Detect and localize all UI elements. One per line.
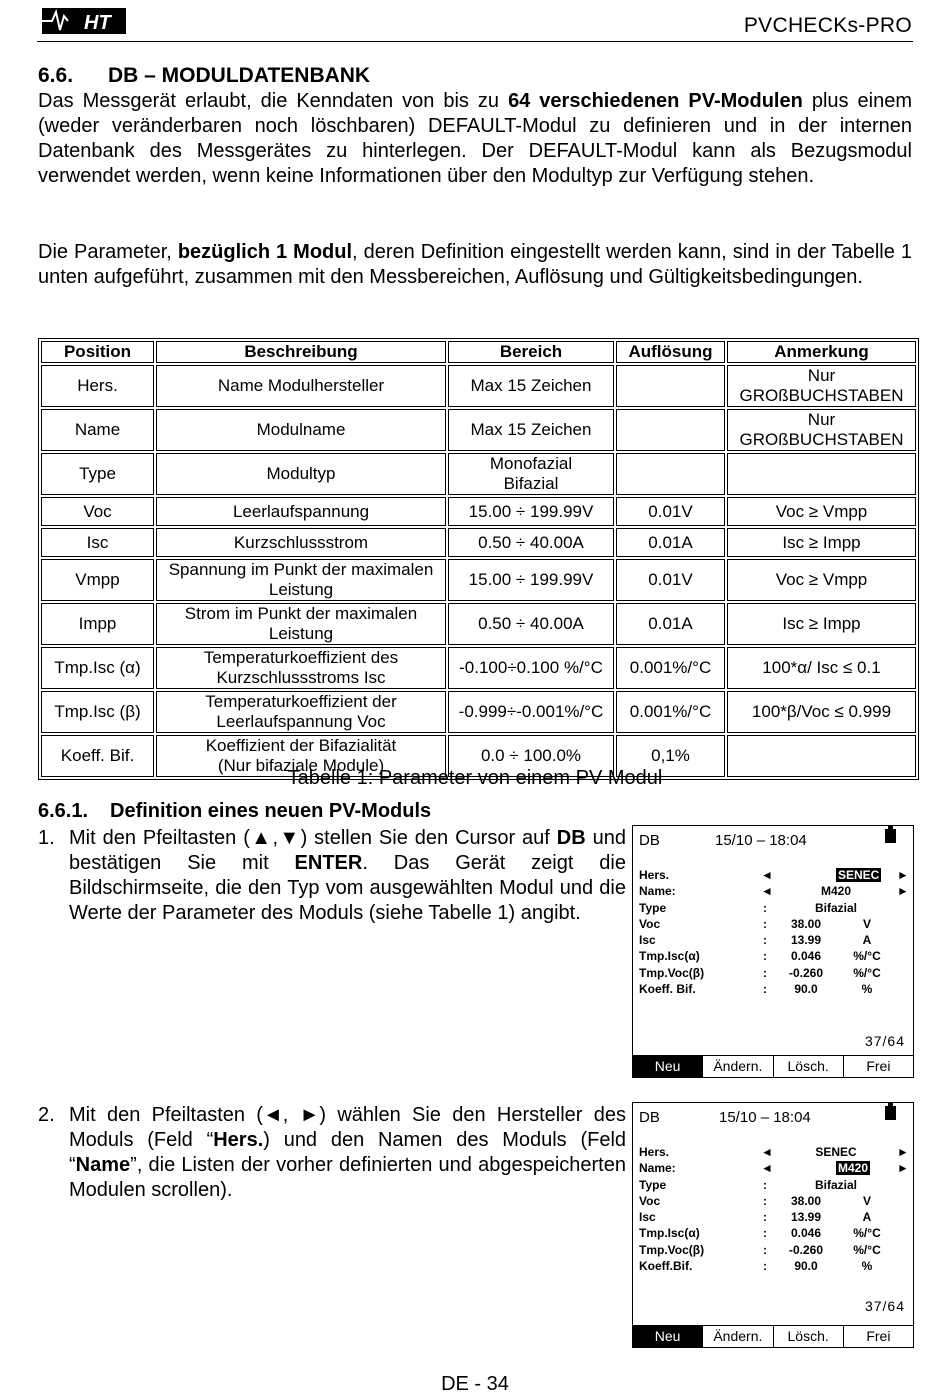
softkey-frei[interactable]: Frei	[843, 1056, 913, 1077]
tmp-voc-unit: %/°C	[853, 1242, 881, 1257]
intro-paragraph	[38, 89, 912, 189]
table-cell: 0.01V	[616, 559, 725, 601]
row-label: Tmp.Voc(β)	[639, 965, 705, 980]
hers-value[interactable]: SENEC	[815, 1145, 857, 1159]
step-text	[69, 826, 626, 926]
softkey-aendern[interactable]: Ändern.	[702, 1056, 772, 1077]
bif-unit: %	[861, 1259, 873, 1274]
table-cell: Vmpp	[41, 559, 154, 601]
step1-bold-enter: ENTER	[294, 852, 363, 874]
softkey-aendern[interactable]: Ändern.	[702, 1326, 772, 1347]
ht-logo	[38, 6, 130, 36]
row-name	[639, 884, 907, 900]
colon: :	[763, 1259, 767, 1274]
table-cell: 0.001%/°C	[616, 647, 725, 689]
section-number: 6.6.	[38, 64, 74, 87]
table-cell: Temperaturkoeffizient der Leerlaufspannung Voc	[156, 691, 446, 733]
table-row	[41, 559, 916, 601]
col-header: Anmerkung	[727, 341, 916, 363]
voc-value: 38.00	[790, 916, 822, 931]
table-cell: 15.00 ÷ 199.99V	[448, 497, 614, 526]
module-count: 37/64	[864, 1298, 905, 1314]
ht-logo-graphic	[38, 6, 130, 36]
module-count: 37/64	[864, 1033, 905, 1049]
row-koeff-bif	[639, 1259, 907, 1275]
softkey-neu[interactable]: Neu	[633, 1326, 702, 1347]
table-cell: Hers.	[41, 365, 154, 407]
voc-unit: V	[862, 1193, 871, 1208]
table-caption: Tabelle 1: Parameter von einem PV Modul	[287, 767, 663, 789]
screen-mode: DB	[639, 832, 660, 849]
row-label: Type	[639, 1177, 667, 1192]
table-row	[41, 365, 916, 407]
step1-bold-db: DB	[556, 827, 586, 849]
device-screen-1	[632, 825, 914, 1078]
colon: :	[763, 1177, 767, 1192]
row-label: Koeff.Bif.	[639, 1259, 693, 1274]
table-cell: 0.01V	[616, 497, 725, 526]
table-row	[41, 691, 916, 733]
table-cell	[616, 453, 725, 495]
battery-icon	[885, 1106, 896, 1120]
screen-mode: DB	[639, 1109, 660, 1126]
row-type	[639, 1178, 907, 1194]
row-type	[639, 901, 907, 917]
table-cell: Koeffizient der Bifazialität (Nur bifaziale Module)	[156, 735, 446, 777]
right-arrow-icon[interactable]: ►	[897, 884, 909, 899]
softkey-loesch[interactable]: Lösch.	[773, 1056, 843, 1077]
row-label: Tmp.Voc(β)	[639, 1242, 705, 1257]
step2-text-c: ) und den Namen des Moduls (Feld “	[69, 1129, 627, 1176]
row-voc	[639, 1194, 907, 1210]
row-label: Type	[639, 900, 667, 915]
device-screen-2	[632, 1102, 914, 1348]
params-paragraph	[38, 240, 912, 290]
subsection-number: 6.6.1.	[38, 800, 89, 822]
colon: :	[763, 916, 767, 931]
bif-unit: %	[861, 982, 873, 997]
row-label: Tmp.Isc(α)	[639, 1226, 700, 1241]
row-label: Isc	[639, 1210, 656, 1225]
step-text	[69, 1103, 626, 1203]
col-header: Position	[41, 341, 154, 363]
left-arrow-icon[interactable]: ◄	[761, 884, 773, 899]
row-label: Tmp.Isc(α)	[639, 949, 700, 964]
step2-text-a: Mit den Pfeiltasten (◄, ►) wählen Sie den Hersteller des Moduls (Feld “	[69, 1104, 626, 1151]
table-cell: Leerlaufspannung	[156, 497, 446, 526]
table-row	[41, 647, 916, 689]
table-cell: Modulname	[156, 409, 446, 451]
table-cell: 0.0 ÷ 100.0%	[448, 735, 614, 777]
product-name: PVCHECKs-PRO	[743, 14, 912, 37]
table-cell: Max 15 Zeichen	[448, 409, 614, 451]
p1-text-b: plus einem (weder veränderbaren noch löschbaren) DEFAULT-Modul zu definieren und in der internen Datenbank des Messgerätes zu hinterlegen. Der DEFAULT-Modul kann als Bezugsmodul verwendet werden, wenn keine Informationen über den Modultyp zur Verfügung stehen.	[38, 90, 912, 187]
right-arrow-icon[interactable]: ►	[897, 1145, 909, 1159]
row-label: Isc	[639, 933, 656, 948]
subsection-heading	[38, 800, 431, 823]
row-tmp-isc	[639, 949, 907, 965]
step1-text-d: . Das Gerät zeigt die Bildschirmseite, die den Typ vom ausgewählten Modul und die Werte der Parameter des Moduls (siehe Tabelle 1) angibt.	[69, 852, 626, 924]
screen-datetime: 15/10 – 18:04	[715, 832, 807, 849]
colon: :	[763, 900, 767, 915]
table-cell: Koeff. Bif.	[41, 735, 154, 777]
tmp-voc-unit: %/°C	[853, 965, 881, 980]
colon: :	[763, 949, 767, 964]
row-label: Voc	[639, 916, 661, 931]
colon: :	[763, 965, 767, 980]
table-cell: Isc ≥ Impp	[727, 603, 916, 645]
step-1	[38, 826, 626, 926]
screen-rows	[639, 868, 907, 998]
table-cell: 0,1%	[616, 735, 725, 777]
colon: :	[763, 1242, 767, 1257]
table-cell: Name	[41, 409, 154, 451]
softkey-neu[interactable]: Neu	[633, 1056, 702, 1077]
step-number: 1.	[38, 827, 55, 849]
table-cell: 0.001%/°C	[616, 691, 725, 733]
table-cell: Impp	[41, 603, 154, 645]
table-cell: Isc ≥ Impp	[727, 528, 916, 557]
tmp-isc-value: 0.046	[790, 949, 822, 964]
table-cell: Voc ≥ Vmpp	[727, 559, 916, 601]
row-isc	[639, 933, 907, 949]
tmp-isc-value: 0.046	[790, 1226, 822, 1241]
table-cell: Strom im Punkt der maximalen Leistung	[156, 603, 446, 645]
tmp-voc-value: -0.260	[788, 965, 824, 980]
left-arrow-icon[interactable]: ◄	[761, 1161, 773, 1176]
row-label: Voc	[639, 1193, 661, 1208]
colon: :	[763, 933, 767, 948]
step2-bold-hers: Hers.	[213, 1129, 264, 1151]
table-cell: 15.00 ÷ 199.99V	[448, 559, 614, 601]
row-hers	[639, 1145, 907, 1161]
table-cell: 100*β/Voc ≤ 0.999	[727, 691, 916, 733]
table-cell: -0.100÷0.100 %/°C	[448, 647, 614, 689]
step-2	[38, 1103, 626, 1203]
step2-bold-name: Name	[75, 1154, 131, 1176]
table-cell: Isc	[41, 528, 154, 557]
step1-text-a: Mit den Pfeiltasten (▲,▼) stellen Sie den Cursor auf	[69, 827, 557, 849]
left-arrow-icon[interactable]: ◄	[761, 1145, 773, 1159]
table-cell: Tmp.Isc (β)	[41, 691, 154, 733]
screen-rows	[639, 1145, 907, 1275]
table-cell: Max 15 Zeichen	[448, 365, 614, 407]
p2-text-b: , deren Definition eingestellt werden kann, sind in der Tabelle 1 unten aufgeführt, zusammen mit den Messbereichen, Auflösung und Gültigkeitsbedingungen.	[38, 241, 912, 288]
subsection-title: Definition eines neuen PV-Moduls	[110, 800, 432, 822]
softkey-loesch[interactable]: Lösch.	[773, 1326, 843, 1347]
table-cell: 0.01A	[616, 603, 725, 645]
page-number: DE - 34	[441, 1373, 509, 1395]
section-heading	[38, 64, 370, 88]
table-row	[41, 603, 916, 645]
colon: :	[763, 982, 767, 997]
table-cell: Temperaturkoeffizient des Kurzschlussstroms Isc	[156, 647, 446, 689]
name-value[interactable]: M420	[838, 1161, 869, 1176]
table-cell: Nur GROßBUCHSTABEN	[727, 365, 916, 407]
isc-value: 13.99	[790, 933, 822, 948]
colon: :	[763, 1226, 767, 1241]
type-value: Bifazial	[814, 900, 857, 915]
name-value[interactable]: M420	[820, 884, 852, 899]
table-cell	[616, 365, 725, 407]
row-hers	[639, 868, 907, 884]
header-rule	[37, 41, 913, 42]
tmp-voc-value: -0.260	[788, 1242, 824, 1257]
logo-text: HT	[84, 12, 111, 34]
bif-value: 90.0	[794, 1259, 818, 1274]
row-isc	[639, 1210, 907, 1226]
table-cell: Tmp.Isc (α)	[41, 647, 154, 689]
row-koeff-bif	[639, 982, 907, 998]
bif-value: 90.0	[794, 982, 818, 997]
table-cell: Name Modulhersteller	[156, 365, 446, 407]
table-cell: 0.50 ÷ 40.00A	[448, 528, 614, 557]
left-arrow-icon[interactable]: ◄	[761, 868, 773, 882]
row-label: Name:	[639, 884, 676, 899]
step2-text-d: ”, die Listen der vorher definierten und abgespeicherten Modulen scrollen).	[69, 1154, 626, 1201]
colon: :	[763, 1193, 767, 1208]
isc-value: 13.99	[790, 1210, 822, 1225]
table-cell: Type	[41, 453, 154, 495]
col-header: Auflösung	[616, 341, 725, 363]
step-number: 2.	[38, 1104, 55, 1126]
table-cell: 100*α/ Isc ≤ 0.1	[727, 647, 916, 689]
softkey-bar	[633, 1325, 913, 1347]
table-body	[41, 365, 916, 777]
p1-text-a: Das Messgerät erlaubt, die Kenndaten von bis zu	[38, 90, 509, 112]
table-cell: Nur GROßBUCHSTABEN	[727, 409, 916, 451]
row-name	[639, 1161, 907, 1177]
p2-text-a: Die Parameter,	[38, 241, 178, 263]
table-row	[41, 528, 916, 557]
voc-value: 38.00	[790, 1193, 822, 1208]
screen-datetime: 15/10 – 18:04	[719, 1109, 811, 1126]
softkey-frei[interactable]: Frei	[843, 1326, 913, 1347]
tmp-isc-unit: %/°C	[853, 1226, 881, 1241]
isc-unit: A	[862, 1210, 872, 1225]
table-cell: Kurzschlussstrom	[156, 528, 446, 557]
table-cell: Voc ≥ Vmpp	[727, 497, 916, 526]
table-cell: Spannung im Punkt der maximalen Leistung	[156, 559, 446, 601]
table-header-row	[41, 341, 916, 363]
row-tmp-voc	[639, 966, 907, 982]
col-header: Bereich	[448, 341, 614, 363]
row-label: Hers.	[639, 1145, 670, 1159]
table-cell	[727, 453, 916, 495]
table-row	[41, 497, 916, 526]
right-arrow-icon[interactable]: ►	[897, 1161, 909, 1176]
row-label: Name:	[639, 1161, 676, 1176]
hers-value[interactable]: SENEC	[838, 868, 880, 882]
table-cell: Monofazial Bifazial	[448, 453, 614, 495]
section-title: DB – MODULDATENBANK	[108, 64, 371, 87]
battery-icon	[885, 829, 896, 843]
type-value: Bifazial	[814, 1177, 857, 1192]
row-tmp-voc	[639, 1243, 907, 1259]
table-row	[41, 409, 916, 451]
softkey-bar	[633, 1055, 913, 1077]
table-cell: -0.999÷-0.001%/°C	[448, 691, 614, 733]
row-tmp-isc	[639, 1226, 907, 1242]
parameter-table	[38, 338, 919, 780]
step1-text-c: und bestätigen Sie mit	[69, 827, 626, 874]
colon: :	[763, 1210, 767, 1225]
row-voc	[639, 917, 907, 933]
right-arrow-icon[interactable]: ►	[897, 868, 909, 882]
table-cell: Voc	[41, 497, 154, 526]
col-header: Beschreibung	[156, 341, 446, 363]
p2-bold: bezüglich 1 Modul	[177, 241, 353, 263]
voc-unit: V	[862, 916, 871, 931]
row-label: Hers.	[639, 868, 670, 882]
p1-bold: 64 verschiedenen PV-Modulen	[508, 90, 803, 112]
row-label: Koeff. Bif.	[639, 982, 696, 997]
tmp-isc-unit: %/°C	[853, 949, 881, 964]
table-cell: 0.50 ÷ 40.00A	[448, 603, 614, 645]
table-cell	[616, 409, 725, 451]
table-cell: Modultyp	[156, 453, 446, 495]
isc-unit: A	[862, 933, 872, 948]
table-row	[41, 453, 916, 495]
table-cell: 0.01A	[616, 528, 725, 557]
